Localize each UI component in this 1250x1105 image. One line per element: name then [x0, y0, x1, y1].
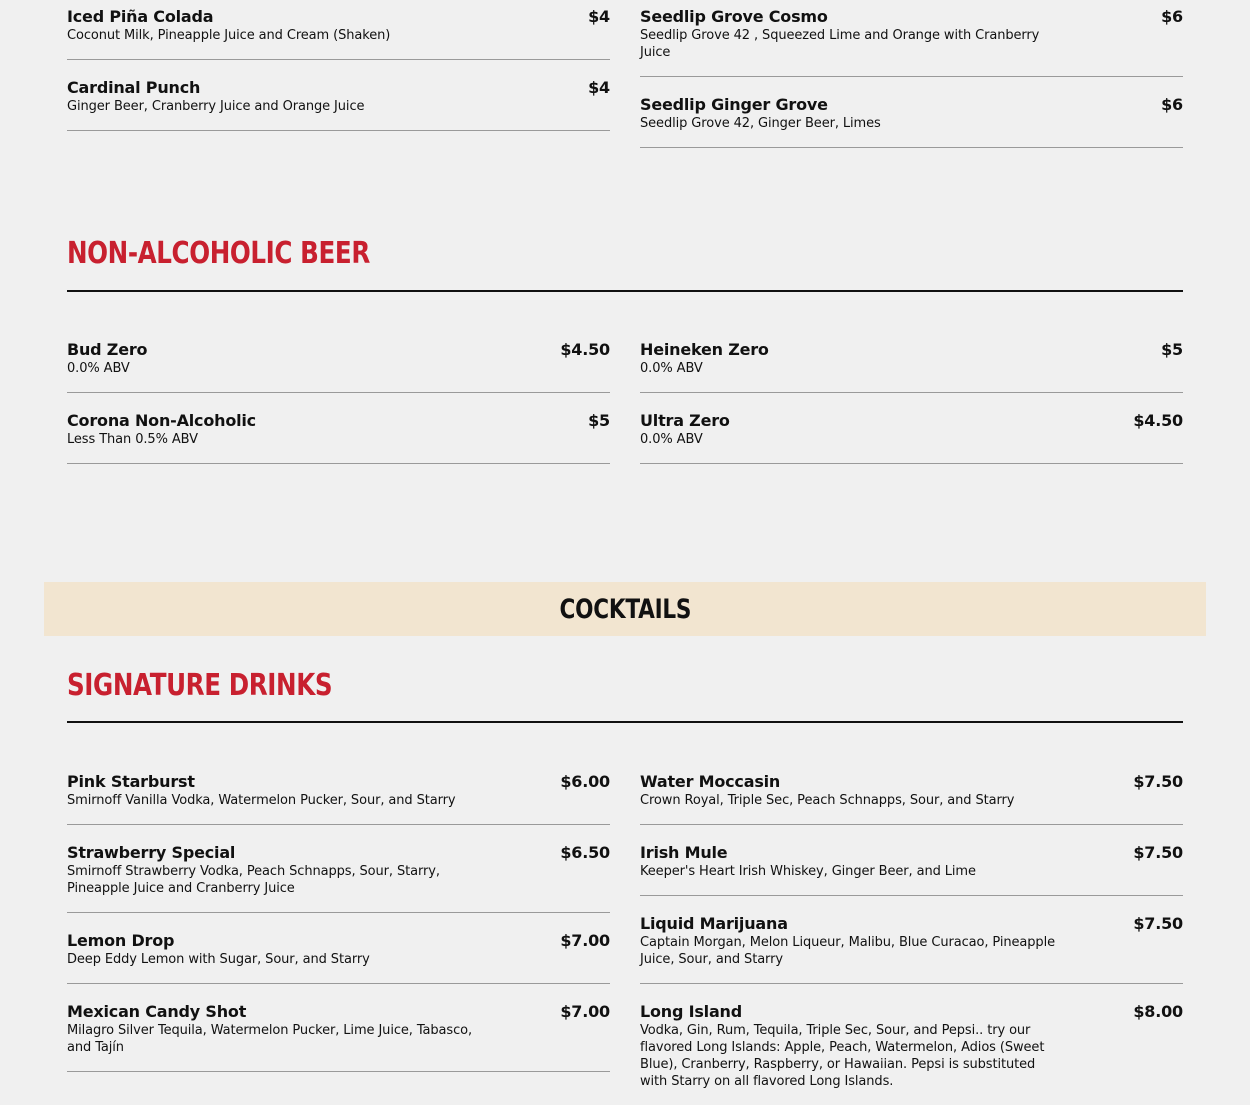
item-name: Pink Starburst: [67, 772, 195, 791]
item-description: 0.0% ABV: [640, 432, 703, 447]
menu-column-right: [640, 765, 1183, 1105]
item-description: Milagro Silver Tequila, Watermelon Pucker, Lime Juice, Tabasco, and Tajín: [67, 1023, 473, 1055]
non-alcoholic-beer-columns: [67, 333, 1183, 464]
item-description: Captain Morgan, Melon Liqueur, Malibu, Blue Curacao, Pineapple Juice, Sour, and Starry: [640, 935, 1055, 967]
menu-column-left: [67, 333, 610, 464]
section-title-signature-drinks: SIGNATURE DRINKS: [67, 668, 333, 703]
item-description: Coconut Milk, Pineapple Juice and Cream (Shaken): [67, 28, 391, 43]
item-price: $4: [588, 7, 610, 26]
item-price: $4: [588, 78, 610, 97]
item-name: Seedlip Grove Cosmo: [640, 7, 828, 26]
item-price: $5: [1161, 340, 1183, 359]
item-price: $6: [1161, 7, 1183, 26]
item-name: Long Island: [640, 1002, 743, 1021]
item-description: Seedlip Grove 42, Ginger Beer, Limes: [640, 116, 881, 131]
item-name: Iced Piña Colada: [67, 7, 214, 26]
menu-item: [640, 393, 1183, 464]
menu-item: [640, 896, 1183, 984]
item-description: Less Than 0.5% ABV: [67, 432, 198, 447]
item-description: Keeper's Heart Irish Whiskey, Ginger Beer, and Lime: [640, 864, 976, 879]
menu-item: [640, 765, 1183, 825]
section-divider: [67, 290, 1183, 292]
menu-column-left: [67, 765, 610, 1105]
banner-label: COCKTAILS: [559, 593, 691, 625]
menu-item: [67, 0, 610, 60]
menu-item: [640, 984, 1183, 1105]
item-name: Heineken Zero: [640, 340, 769, 359]
item-name: Corona Non-Alcoholic: [67, 411, 256, 430]
menu-item: [67, 765, 610, 825]
menu-item: [67, 333, 610, 393]
item-price: $7.00: [560, 931, 610, 950]
item-price: $6: [1161, 95, 1183, 114]
item-name: Cardinal Punch: [67, 78, 201, 97]
item-name: Liquid Marijuana: [640, 914, 788, 933]
item-name: Seedlip Ginger Grove: [640, 95, 828, 114]
item-price: $4.50: [560, 340, 610, 359]
cocktails-banner: [44, 582, 1206, 636]
menu-item: [640, 0, 1183, 77]
item-description: Ginger Beer, Cranberry Juice and Orange Juice: [67, 99, 365, 114]
section-divider: [67, 721, 1183, 723]
menu-item: [67, 60, 610, 131]
item-description: Crown Royal, Triple Sec, Peach Schnapps, Sour, and Starry: [640, 793, 1015, 808]
section-title-non-alcoholic-beer: NON-ALCOHOLIC BEER: [67, 236, 370, 271]
item-description: 0.0% ABV: [640, 361, 703, 376]
menu-item: [67, 984, 610, 1072]
item-price: $4.50: [1133, 411, 1183, 430]
item-price: $6.00: [560, 772, 610, 791]
top-menu-columns: [67, 0, 1183, 148]
item-price: $7.00: [560, 1002, 610, 1021]
item-price: $7.50: [1133, 843, 1183, 862]
item-price: $7.50: [1133, 772, 1183, 791]
item-name: Bud Zero: [67, 340, 148, 359]
menu-item: [640, 333, 1183, 393]
item-price: $7.50: [1133, 914, 1183, 933]
menu-column-right: [640, 333, 1183, 464]
menu-item: [67, 913, 610, 984]
item-price: $6.50: [560, 843, 610, 862]
menu-item: [67, 825, 610, 913]
item-description: 0.0% ABV: [67, 361, 130, 376]
menu-item: [640, 825, 1183, 896]
item-name: Mexican Candy Shot: [67, 1002, 247, 1021]
item-name: Lemon Drop: [67, 931, 175, 950]
item-name: Irish Mule: [640, 843, 728, 862]
item-description: Smirnoff Vanilla Vodka, Watermelon Pucker, Sour, and Starry: [67, 793, 456, 808]
menu-item: [67, 393, 610, 464]
item-description: Seedlip Grove 42 , Squeezed Lime and Orange with Cranberry Juice: [640, 28, 1040, 60]
signature-drinks-columns: [67, 765, 1183, 1105]
item-description: Vodka, Gin, Rum, Tequila, Triple Sec, Sour, and Pepsi.. try our flavored Long Islands: Apple, Peach, Watermelon, Adios (Sweet Blue), Cranberry, Raspberry, or Hawaiian. Pepsi is substituted with Starry on all flavored Long Islands.: [640, 1023, 1045, 1089]
item-price: $8.00: [1133, 1002, 1183, 1021]
item-description: Smirnoff Strawberry Vodka, Peach Schnapps, Sour, Starry, Pineapple Juice and Cranberry Juice: [67, 864, 440, 896]
menu-column-right: [640, 0, 1183, 148]
menu-column-left: [67, 0, 610, 148]
item-name: Water Moccasin: [640, 772, 781, 791]
menu-item: [640, 77, 1183, 148]
item-name: Ultra Zero: [640, 411, 730, 430]
item-description: Deep Eddy Lemon with Sugar, Sour, and Starry: [67, 952, 370, 967]
item-name: Strawberry Special: [67, 843, 236, 862]
item-price: $5: [588, 411, 610, 430]
